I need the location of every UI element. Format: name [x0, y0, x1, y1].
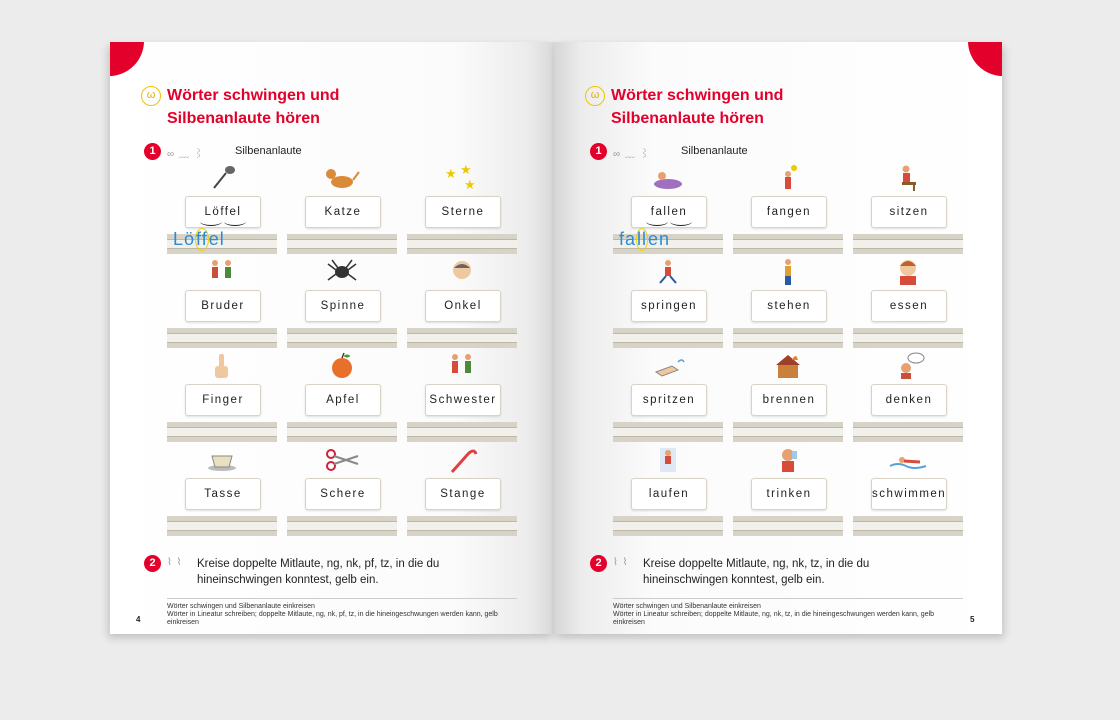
svg-text:★: ★ — [460, 164, 472, 177]
footer-divider — [613, 598, 963, 599]
svg-text:★: ★ — [464, 177, 476, 192]
writing-lines[interactable] — [287, 328, 397, 348]
word-box: spritzen — [631, 384, 707, 416]
writing-lines[interactable] — [613, 229, 723, 254]
writing-lines[interactable] — [853, 234, 963, 254]
writing-lines[interactable] — [853, 422, 963, 442]
word-card — [167, 164, 277, 254]
apple-picture — [322, 352, 362, 380]
word-card — [733, 446, 843, 536]
word-card — [733, 258, 843, 348]
cat-picture — [322, 164, 362, 192]
word-box: essen — [871, 290, 947, 322]
task-number-badge: 1 — [144, 143, 161, 160]
writing-lines[interactable] — [733, 328, 843, 348]
handwritten-example: Löffel — [173, 229, 225, 249]
task-number-badge: 2 — [590, 555, 607, 572]
word-box: fangen — [751, 196, 827, 228]
page-corner-marker — [968, 42, 1002, 76]
syllable-arc — [670, 217, 692, 226]
splashing-hand-picture — [648, 352, 688, 380]
handwritten-example: fallen — [619, 229, 671, 249]
syllable-arc — [646, 217, 668, 226]
word-box: Schere — [305, 478, 381, 510]
svg-text:★: ★ — [445, 166, 457, 181]
word-card — [853, 352, 963, 442]
writing-lines[interactable] — [287, 234, 397, 254]
writing-lines[interactable] — [167, 229, 277, 254]
jumping-child-picture — [648, 258, 688, 286]
task2-instruction: Kreise doppelte Mitlaute, ng, nk, pf, tz, in die du hineinschwingen konntest, gelb ein. — [197, 558, 440, 586]
word-card — [733, 164, 843, 254]
stars-picture — [442, 164, 482, 192]
writing-lines[interactable] — [407, 422, 517, 442]
word-card — [287, 258, 397, 348]
spider-picture — [322, 258, 362, 286]
word-card — [613, 352, 723, 442]
word-card — [853, 164, 963, 254]
word-box: Schwester — [425, 384, 501, 416]
drinking-child-picture — [768, 446, 808, 474]
task1-label: Silbenanlaute — [681, 145, 748, 157]
word-box: denken — [871, 384, 947, 416]
word-box: Apfel — [305, 384, 381, 416]
word-card — [613, 446, 723, 536]
word-card — [287, 164, 397, 254]
writing-lines[interactable] — [167, 328, 277, 348]
word-box: sitzen — [871, 196, 947, 228]
spoon-picture — [202, 164, 242, 192]
word-card — [613, 258, 723, 348]
word-card — [613, 164, 723, 254]
word-card — [853, 258, 963, 348]
word-card — [853, 446, 963, 536]
page-corner-marker — [110, 42, 144, 76]
catching-child-picture — [768, 164, 808, 192]
footer-divider — [167, 598, 517, 599]
task-number-badge: 2 — [144, 555, 161, 572]
footer-note: Wörter schwingen und Silbenanlaute einkreisen Wörter in Lineatur schreiben; doppelte Mitlaute, ng, nk, pf, tz, in die hineingeschwungen werden kann, gelb einkreisen — [167, 603, 498, 626]
word-card — [407, 164, 517, 254]
word-card — [167, 352, 277, 442]
word-box: Sterne — [425, 196, 501, 228]
writing-lines[interactable] — [287, 422, 397, 442]
word-card — [287, 446, 397, 536]
word-box: springen — [631, 290, 707, 322]
word-box: Spinne — [305, 290, 381, 322]
sister-picture — [442, 352, 482, 380]
writing-lines[interactable] — [613, 422, 723, 442]
running-child-picture — [648, 446, 688, 474]
task2-instruction: Kreise doppelte Mitlaute, ng, nk, tz, in die du hineinschwingen konntest, gelb ein. — [643, 558, 870, 586]
word-box: Onkel — [425, 290, 501, 322]
writing-lines[interactable] — [287, 516, 397, 536]
writing-lines[interactable] — [407, 516, 517, 536]
word-card — [407, 352, 517, 442]
left-page — [110, 42, 554, 634]
word-box: brennen — [751, 384, 827, 416]
brothers-picture — [202, 258, 242, 286]
writing-lines[interactable] — [407, 234, 517, 254]
swimming-child-picture — [888, 446, 928, 474]
word-box: Finger — [185, 384, 261, 416]
burning-house-picture — [768, 352, 808, 380]
word-box: laufen — [631, 478, 707, 510]
syllable-swing-icon: ω — [585, 86, 605, 106]
thinking-child-picture — [888, 352, 928, 380]
word-card — [407, 258, 517, 348]
page-title: Wörter schwingen und Silbenanlaute hören — [611, 87, 784, 127]
writing-lines[interactable] — [167, 422, 277, 442]
task-instruction-icons: ⌇ ⌇ — [613, 557, 629, 568]
writing-lines[interactable] — [167, 516, 277, 536]
word-box: trinken — [751, 478, 827, 510]
syllable-arc — [224, 217, 246, 226]
writing-lines[interactable] — [733, 516, 843, 536]
page-number: 4 — [136, 615, 141, 624]
word-card — [167, 446, 277, 536]
sitting-child-picture — [888, 164, 928, 192]
writing-lines[interactable] — [733, 422, 843, 442]
footer-note: Wörter schwingen und Silbenanlaute einkreisen Wörter in Lineatur schreiben; doppelte Mitlaute, ng, nk, tz, in die hineingeschwungen werden kann, gelb einkreisen — [613, 603, 935, 626]
eating-child-picture — [888, 258, 928, 286]
word-box: schwimmen — [871, 478, 947, 510]
word-box: fallen — [631, 196, 707, 228]
page-number: 5 — [970, 615, 975, 624]
falling-child-picture — [648, 164, 688, 192]
word-card — [287, 352, 397, 442]
word-box: Tasse — [185, 478, 261, 510]
writing-lines[interactable] — [407, 328, 517, 348]
word-box: Stange — [425, 478, 501, 510]
syllable-swing-icon: ω — [141, 86, 161, 106]
right-page — [554, 42, 1002, 634]
writing-lines[interactable] — [853, 328, 963, 348]
task1-label: Silbenanlaute — [235, 145, 302, 157]
writing-lines[interactable] — [613, 328, 723, 348]
uncle-picture — [442, 258, 482, 286]
finger-picture — [202, 352, 242, 380]
task-instruction-icons: ⌇ ⌇ — [167, 557, 183, 568]
page-title: Wörter schwingen und Silbenanlaute hören — [167, 87, 340, 127]
writing-lines[interactable] — [733, 234, 843, 254]
scissors-picture — [322, 446, 362, 474]
writing-lines[interactable] — [613, 516, 723, 536]
word-card — [167, 258, 277, 348]
standing-child-picture — [768, 258, 808, 286]
syllable-arc — [200, 217, 222, 226]
word-card — [733, 352, 843, 442]
word-box: Bruder — [185, 290, 261, 322]
writing-lines[interactable] — [853, 516, 963, 536]
cup-picture — [202, 446, 242, 474]
task-instruction-icons: ∞ ﹏ ⌇ — [613, 149, 651, 160]
task-number-badge: 1 — [590, 143, 607, 160]
task-instruction-icons: ∞ ﹏ ⌇ — [167, 149, 205, 160]
word-card — [407, 446, 517, 536]
candy-cane-picture — [442, 446, 482, 474]
word-box: Löffel — [185, 196, 261, 228]
word-box: Katze — [305, 196, 381, 228]
word-box: stehen — [751, 290, 827, 322]
